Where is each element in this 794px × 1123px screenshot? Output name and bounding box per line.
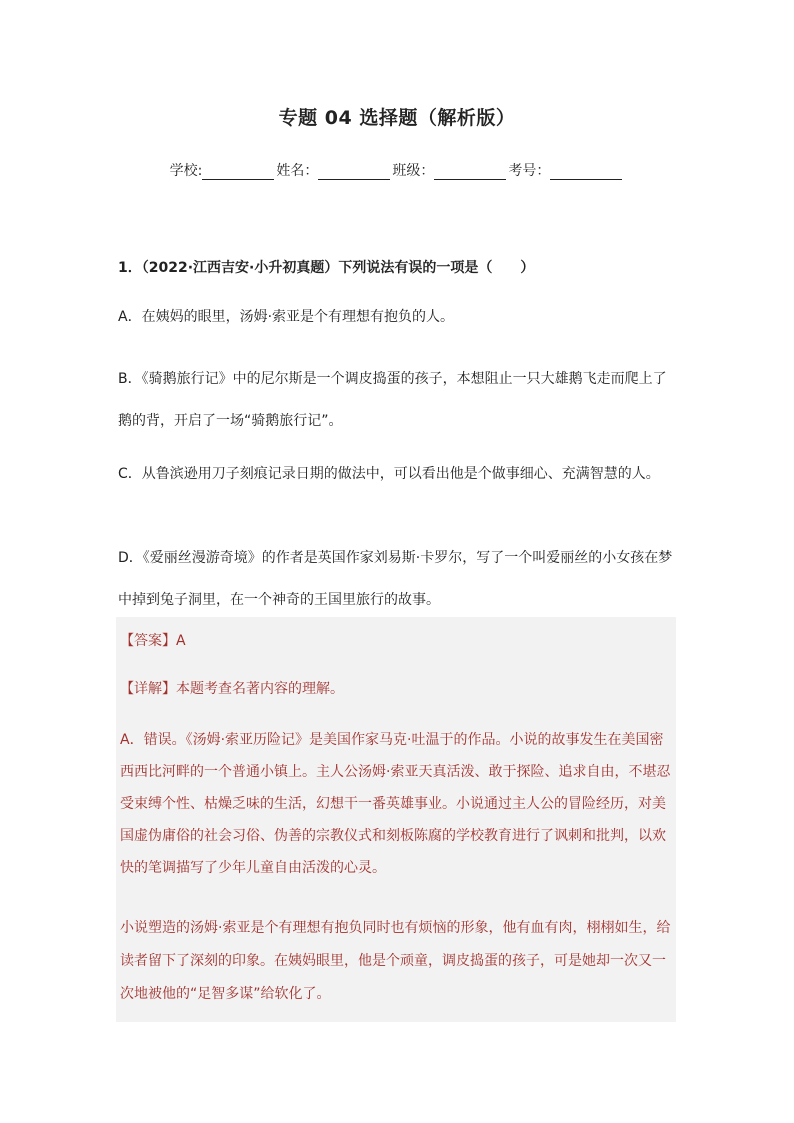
exam-no-label: 考号： (508, 163, 551, 179)
option-d: D．《爱丽丝漫游奇境》的作者是英国作家刘易斯·卡罗尔，写了一个叫爱丽丝的小女孩在梦中掉到兔子洞里，在一个神奇的王国里旅行的故事。 (118, 550, 673, 608)
page-title: 专题 04 选择题（解析版） (278, 107, 516, 129)
detail-paragraph: A．错误。《汤姆·索亚历险记》是美国作家马克·吐温于的作品。小说的故事发生在美国密西西比河畔的一个普通小镇上。主人公汤姆·索亚天真活泼、敢于探险、追求自由，不堪忍受束缚个性、枯燥乏味的生活，幻想干一番英雄事业。小说通过主人公的冒险经历，对美国虚伪庸俗的社会习俗、伪善的宗教仪式和刻板陈腐的学校教育进行了讽刺和批判，以欢快的笔调描写了少年儿童自由活泼的心灵。 (120, 732, 671, 876)
detail-intro: 本题考查名著内容的理解。 (176, 681, 344, 697)
answer-value: A (176, 633, 186, 649)
name-field (276, 160, 392, 180)
option-c: C．从鲁滨逊用刀子刻痕记录日期的做法中，可以看出他是个做事细心、充满智慧的人。 (118, 466, 660, 482)
school-blank[interactable] (202, 163, 274, 180)
detail-label: 【详解】 (120, 681, 176, 697)
student-info-line (0, 160, 794, 180)
class-field (392, 160, 508, 180)
name-label: 姓名： (276, 163, 319, 179)
name-blank[interactable] (318, 163, 390, 180)
class-label: 班级： (392, 163, 435, 179)
answer-line (120, 627, 676, 655)
school-field (170, 160, 277, 180)
answer-label: 【答案】 (120, 633, 176, 649)
exam-no-field (508, 160, 624, 180)
class-blank[interactable] (434, 163, 506, 180)
exam-no-blank[interactable] (550, 163, 622, 180)
detail-line (120, 675, 676, 703)
option-a: A．在姨妈的眼里，汤姆·索亚是个有理想有抱负的人。 (118, 309, 455, 325)
question-stem: 1．（2022·江西吉安·小升初真题）下列说法有误的一项是（ ） (118, 260, 535, 276)
school-label: 学校: (169, 163, 203, 179)
option-b: B．《骑鹅旅行记》中的尼尔斯是一个调皮捣蛋的孩子，本想阻止一只大雄鹅飞走而爬上了鹅的背，开启了一场“骑鹅旅行记”。 (118, 371, 667, 429)
detail-paragraph: 小说塑造的汤姆·索亚是个有理想有抱负同时也有烦恼的形象，他有血有肉，栩栩如生，给读者留下了深刻的印象。在姨妈眼里，他是个顽童，调皮捣蛋的孩子，可是她却一次又一次地被他的“足智多谋”给软化了。 (120, 920, 671, 1002)
